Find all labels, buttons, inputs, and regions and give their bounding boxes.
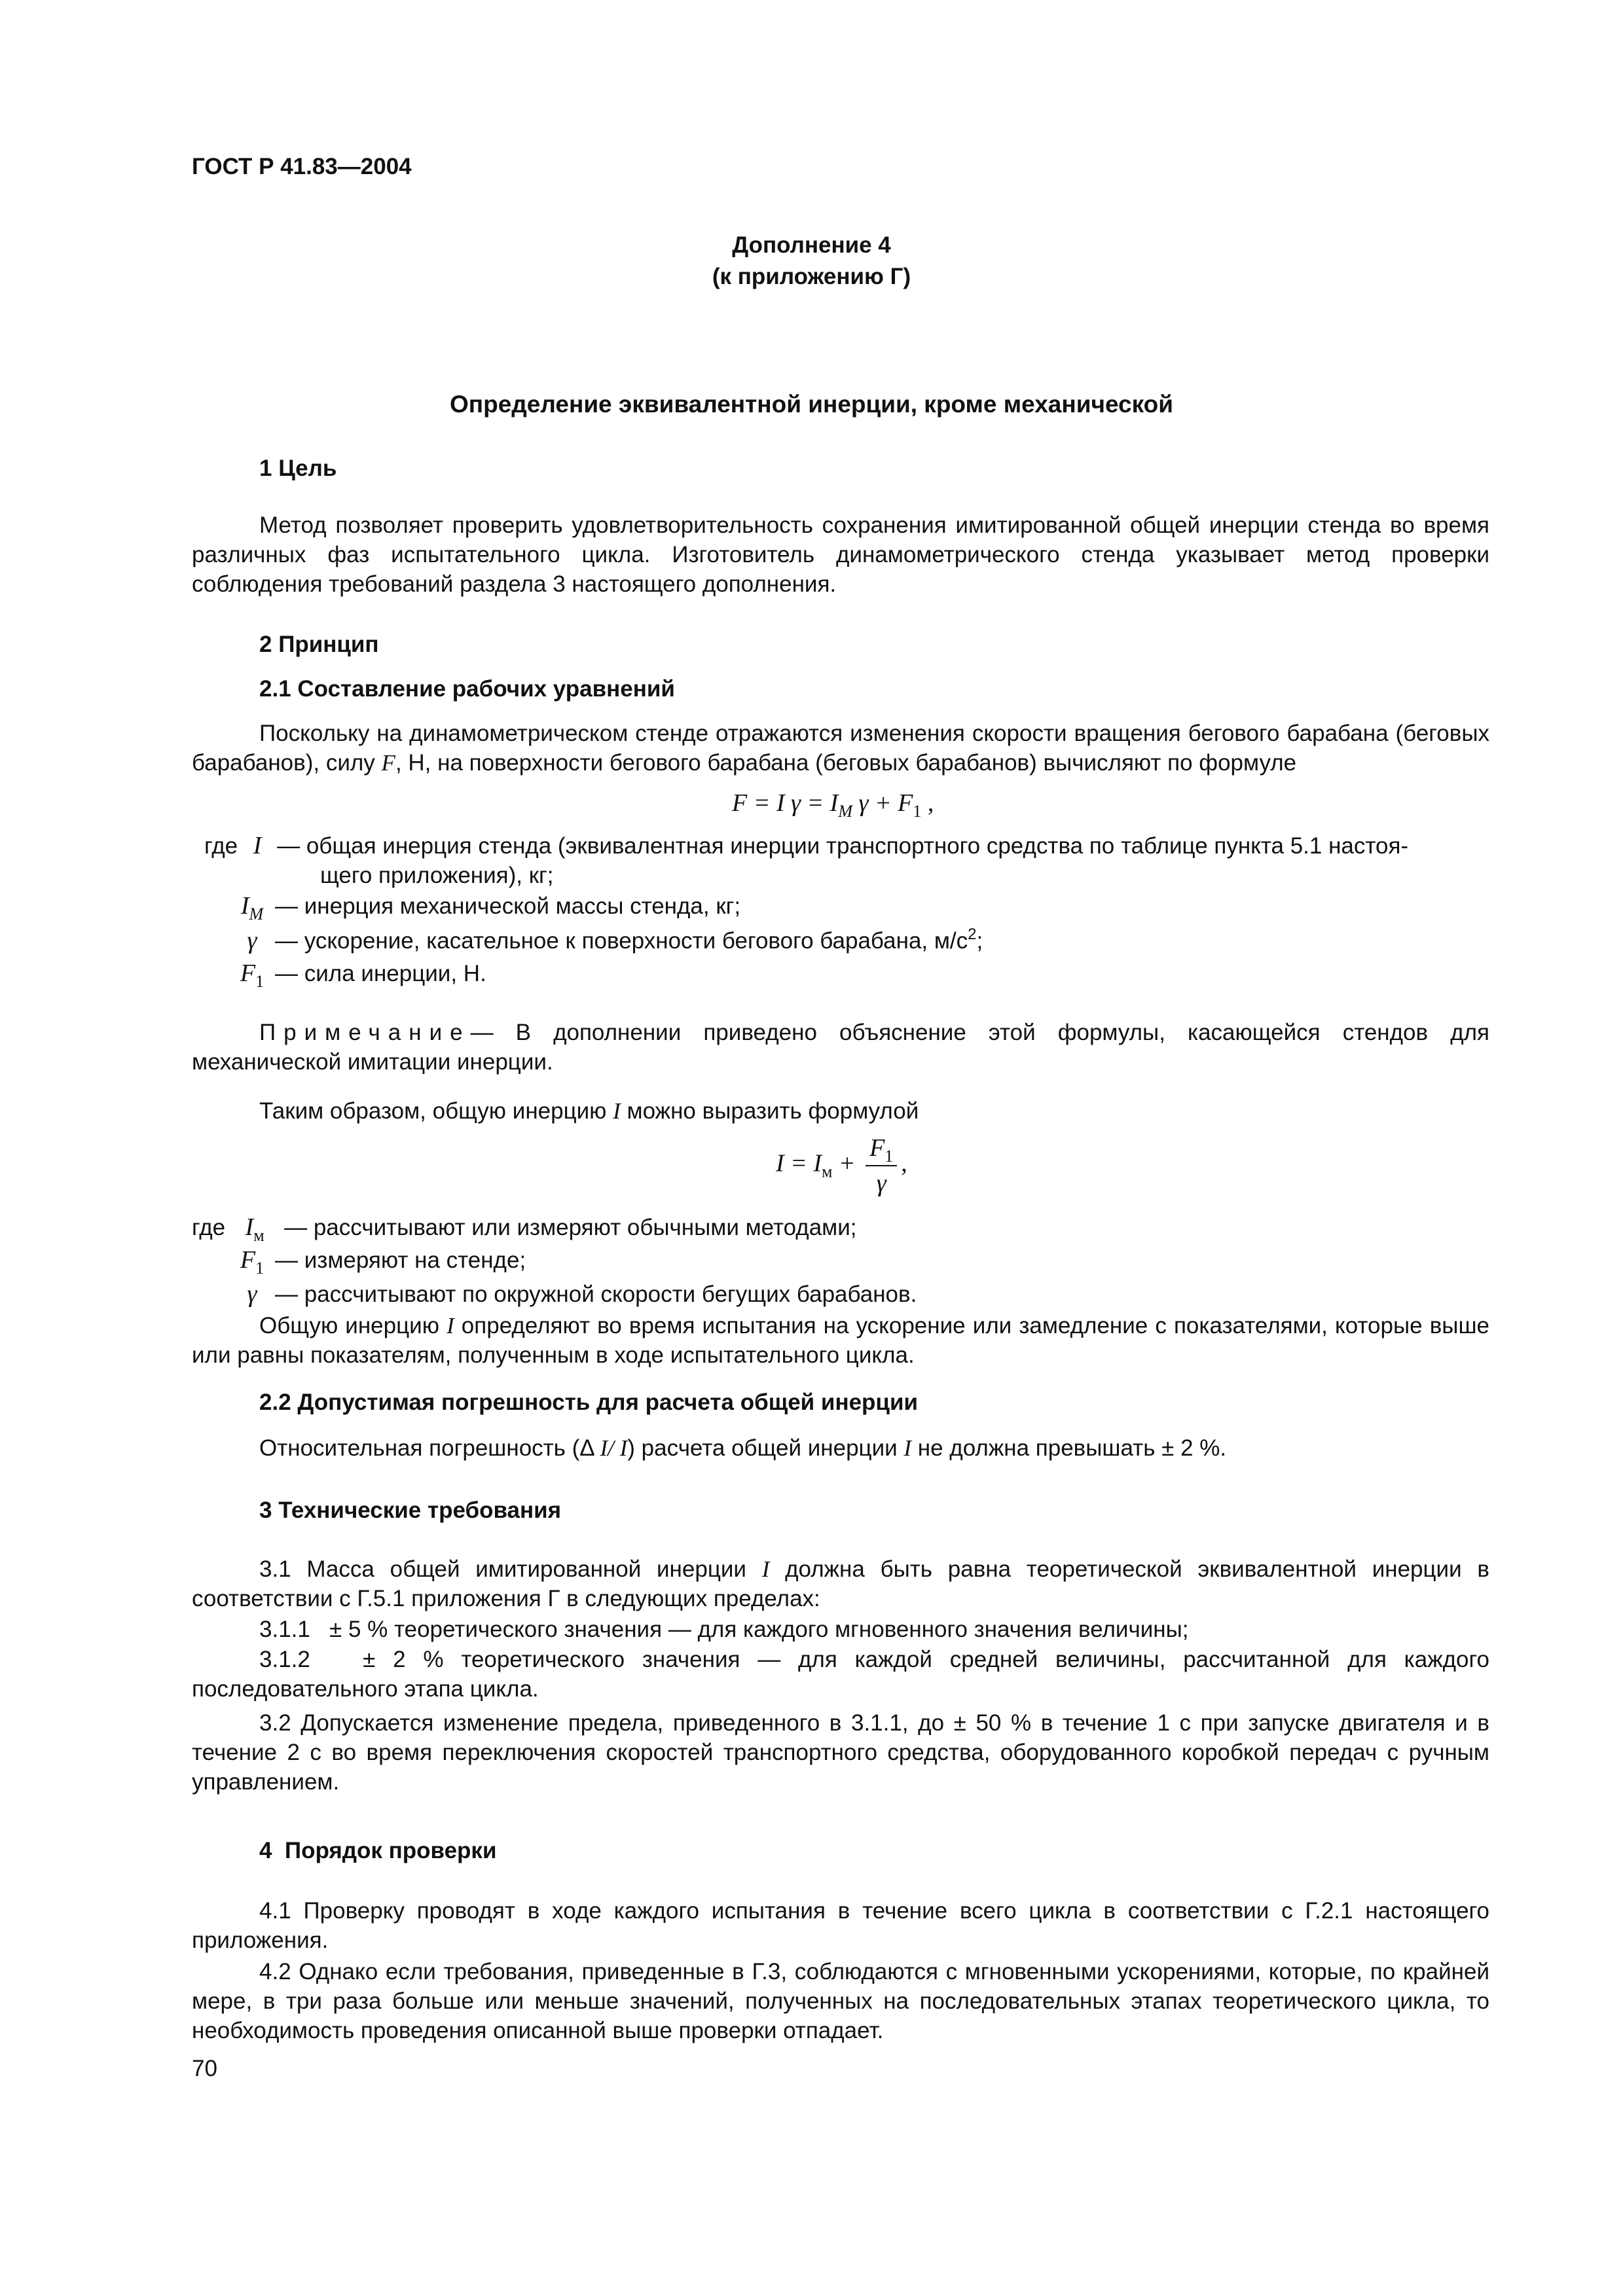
section-3-1-2-paragraph: 3.1.2 ± 2 % теоретического значения — для каждой средней величины, рассчитанной для каждого последовательного этапа цикла. — [192, 1647, 1496, 1702]
thus-paragraph: Таким образом, общую инерцию I можно выразить формулой — [259, 1098, 919, 1124]
definition-IM: $I_M$ — инерция механической массы стенда, кг; — [240, 892, 741, 924]
section-2-1-heading: 2.1 Составление рабочих уравнений — [259, 676, 675, 702]
page-number: 70 — [192, 2056, 217, 2081]
section-4-2-paragraph: 4.2 Однако если требования, приведенные в Г.3, соблюдаются с мгновенными ускорениями, которые, по крайней мере, в три раза больше или меньше значений, полученных на последовательных этапах теоретического цикла, то необходимость проведения описанной выше проверки отпадает. — [192, 1959, 1489, 2043]
formula-inertia: $I = I_м$ + $\frac{F_1}{\gamma}$ , — [776, 1134, 907, 1197]
section-2-2-heading: 2.2 Допустимая погрешность для расчета общей инерции — [259, 1390, 918, 1415]
where-label: где — [204, 833, 238, 859]
definition-I-cont: щего приложения), кг; — [320, 863, 554, 888]
section-3-heading: 3 Технические требования — [259, 1498, 562, 1523]
definition-gamma: γ — ускорение, касательное к поверхности бегового барабана, $м/с^2$; — [247, 925, 983, 954]
section-2-2-paragraph: Относительная погрешность (Δ I/ I) расчета общей инерции I не должна превышать ± 2 %. — [259, 1435, 1227, 1461]
section-4-heading: 4 Порядок проверки — [259, 1838, 497, 1863]
definition-F1: $F_1$ — сила инерции, Н. — [240, 960, 486, 991]
general-inertia-paragraph: Общую инерцию I определяют во время испытания на ускорение или замедление с показателями, которые выше или равны показателям, полученным в ходе испытательного цикла. — [192, 1313, 1489, 1368]
supplement-title: Дополнение 4 — [732, 232, 891, 258]
section-2-1-paragraph: Поскольку на динамометрическом стенде отражаются изменения скорости вращения бегового барабана (беговых барабанов), силу F, Н, на поверхности бегового барабана (беговых барабанов) вычисляют по формуле — [192, 721, 1489, 776]
section-3-2-paragraph: 3.2 Допускается изменение предела, приведенного в 3.1.1, до ± 50 % в течение 1 с при запуске двигателя и в течение 2 с во время переключения скоростей транспортного средства, оборудованного коробкой передач с ручным управлением. — [192, 1710, 1489, 1795]
formula-force: F = I $\gamma = I_M$ $\gamma + F_1$ , — [732, 789, 934, 821]
section-1-heading: 1 Цель — [259, 456, 337, 481]
supplement-subtitle: (к приложению Г) — [712, 264, 911, 289]
definition2-F1: $F_1$ — измеряют на стенде; — [240, 1246, 526, 1278]
fraction: $\frac{F_1}{\gamma}$ — [866, 1134, 897, 1198]
definition2-gamma: γ — рассчитывают по окружной скорости бегущих барабанов. — [247, 1280, 917, 1308]
main-title: Определение эквивалентной инерции, кроме механической — [450, 391, 1173, 418]
section-2-heading: 2 Принцип — [259, 632, 379, 657]
section-1-paragraph: Метод позволяет проверить удовлетворительность сохранения имитированной общей инерции стенда во время различных фаз испытательного цикла. Изготовитель динамометрического стенда указывает метод проверки соблюдения требований раздела 3 настоящего дополнения. — [192, 512, 1489, 597]
definition-I: где I — общая инерция стенда (эквивалентная инерции транспортного средства по таблице пункта 5.1 настоя- — [204, 832, 1409, 859]
definition2-IM: где $I_м$ — рассчитывают или измеряют обычными методами; — [192, 1213, 857, 1245]
section-3-1-1-paragraph: 3.1.1 ± 5 % теоретического значения — для каждого мгновенного значения величины; — [259, 1617, 1189, 1642]
section-3-1-paragraph: 3.1 Масса общей имитированной инерции I должна быть равна теоретической эквивалентной инерции в соответствии с Г.5.1 приложения Г в следующих пределах: — [192, 1556, 1489, 1611]
section-4-1-paragraph: 4.1 Проверку проводят в ходе каждого испытания в течение всего цикла в соответствии с Г.2.1 настоящего приложения. — [192, 1898, 1489, 1953]
document-id: ГОСТ Р 41.83—2004 — [192, 154, 412, 179]
note: Примечание— В дополнении приведено объяснение этой формулы, касающейся стендов для механической имитации инерции. — [192, 1020, 1489, 1075]
